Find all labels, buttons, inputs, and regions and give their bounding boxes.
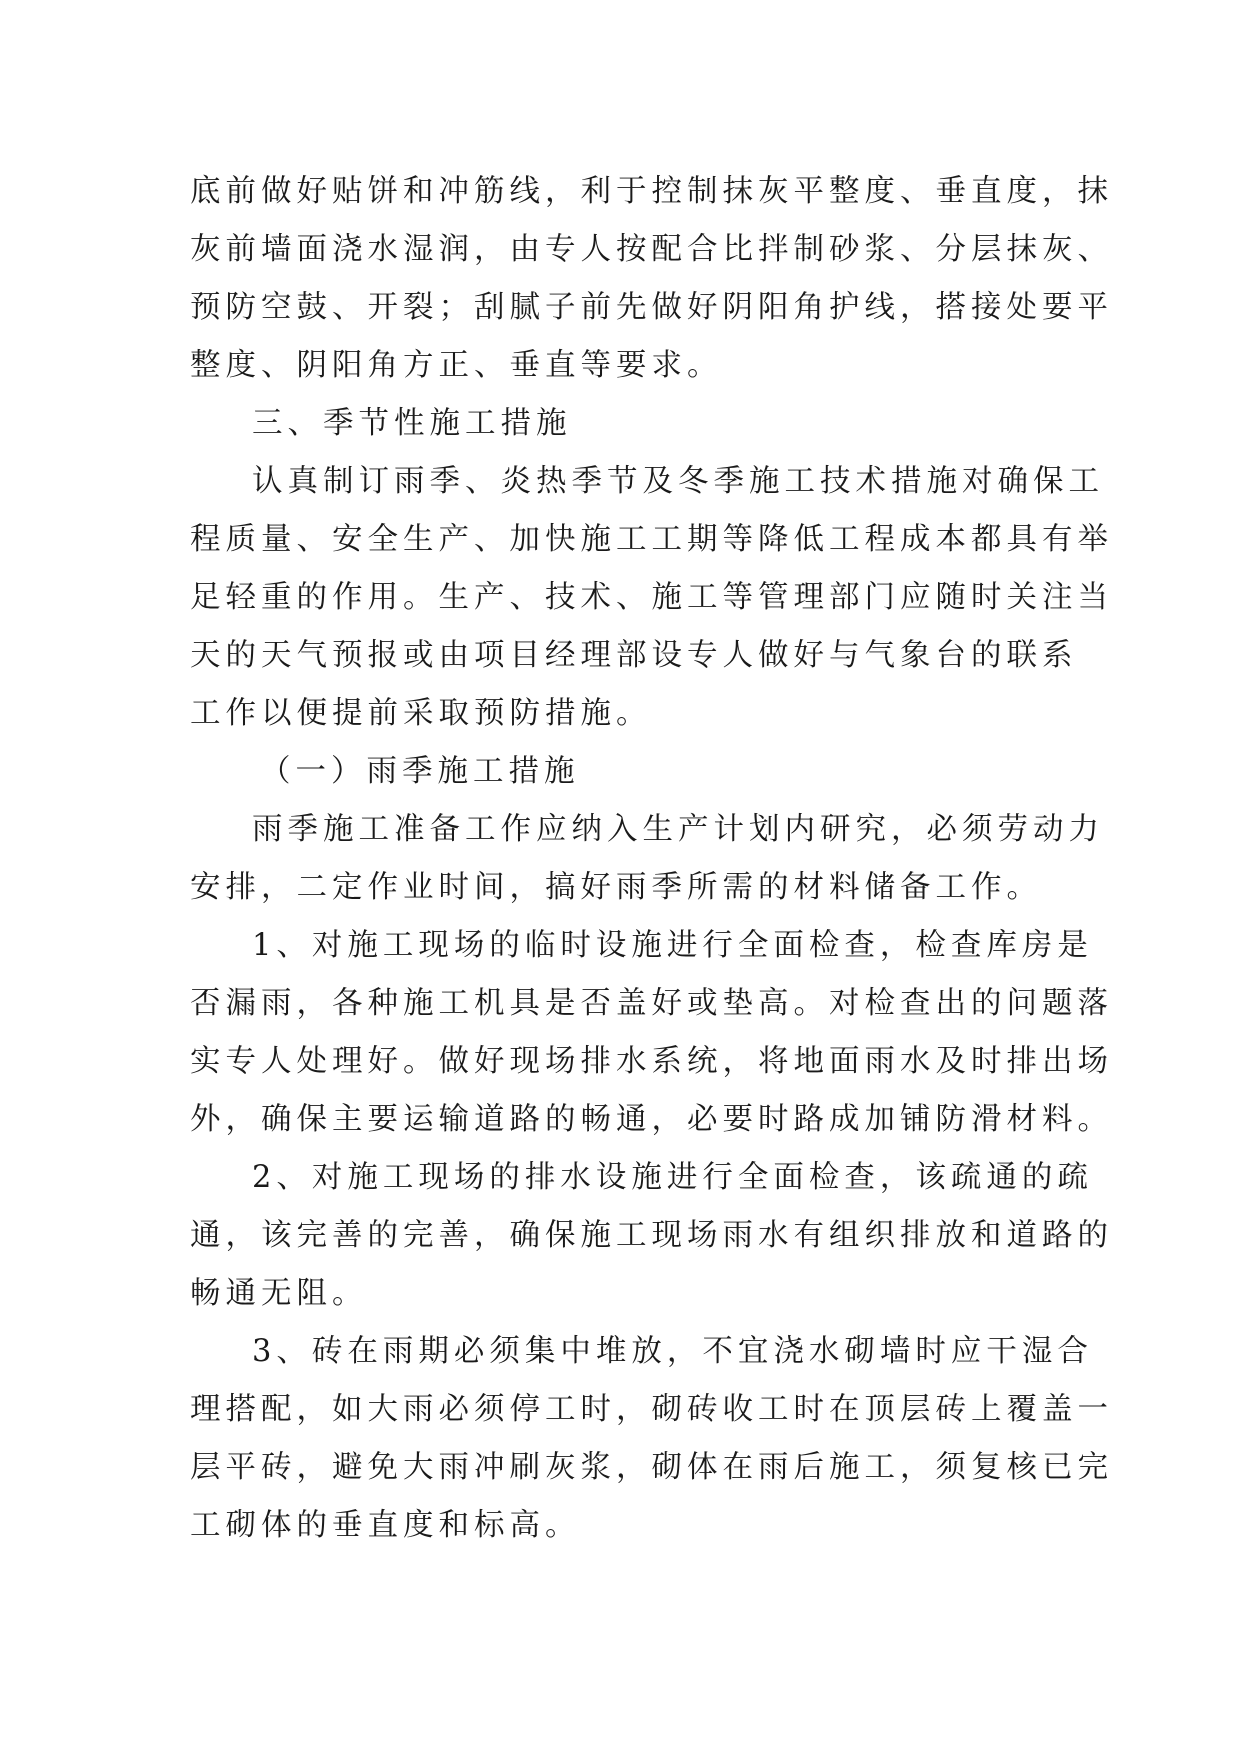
text-line: 1、对施工现场的临时设施进行全面检查，检查库房是 bbox=[252, 928, 1093, 963]
text-line: 3、砖在雨期必须集中堆放，不宜浇水砌墙时应干湿合 bbox=[252, 1334, 1093, 1369]
text-line: 实专人处理好。做好现场排水系统，将地面雨水及时排出场 bbox=[190, 1044, 1113, 1079]
document-page bbox=[190, 163, 1113, 1555]
text-line: 理搭配，如大雨必须停工时，砌砖收工时在顶层砖上覆盖一 bbox=[190, 1392, 1113, 1427]
text-line: 底前做好贴饼和冲筋线，利于控制抹灰平整度、垂直度，抹 bbox=[190, 174, 1113, 209]
text-line: 程质量、安全生产、加快施工工期等降低工程成本都具有举 bbox=[190, 522, 1113, 557]
text-line: 雨季施工准备工作应纳入生产计划内研究，必须劳动力 bbox=[252, 812, 1104, 847]
subsection-heading: （一）雨季施工措施 bbox=[260, 754, 580, 789]
text-line: 工作以便提前采取预防措施。 bbox=[190, 696, 652, 731]
text-line: 天的天气预报或由项目经理部设专人做好与气象台的联系 bbox=[190, 638, 1078, 673]
text-line: 通，该完善的完善，确保施工现场雨水有组织排放和道路的 bbox=[190, 1218, 1113, 1253]
text-line: 否漏雨，各种施工机具是否盖好或垫高。对检查出的问题落 bbox=[190, 986, 1113, 1021]
text-line: 2、对施工现场的排水设施进行全面检查，该疏通的疏 bbox=[252, 1160, 1093, 1195]
text-line: 灰前墙面浇水湿润，由专人按配合比拌制砂浆、分层抹灰、 bbox=[190, 232, 1113, 267]
text-line: 工砌体的垂直度和标高。 bbox=[190, 1508, 581, 1543]
text-line: 外，确保主要运输道路的畅通，必要时路成加铺防滑材料。 bbox=[190, 1102, 1113, 1137]
text-line: 预防空鼓、开裂；刮腻子前先做好阴阳角护线，搭接处要平 bbox=[190, 290, 1113, 325]
section-heading: 三、季节性施工措施 bbox=[252, 406, 572, 441]
text-line: 整度、阴阳角方正、垂直等要求。 bbox=[190, 348, 723, 383]
text-line: 安排，二定作业时间，搞好雨季所需的材料储备工作。 bbox=[190, 870, 1042, 905]
text-line: 认真制订雨季、炎热季节及冬季施工技术措施对确保工 bbox=[252, 464, 1104, 499]
text-line: 畅通无阻。 bbox=[190, 1276, 368, 1311]
text-line: 层平砖，避免大雨冲刷灰浆，砌体在雨后施工，须复核已完 bbox=[190, 1450, 1113, 1485]
text-line: 足轻重的作用。生产、技术、施工等管理部门应随时关注当 bbox=[190, 580, 1113, 615]
